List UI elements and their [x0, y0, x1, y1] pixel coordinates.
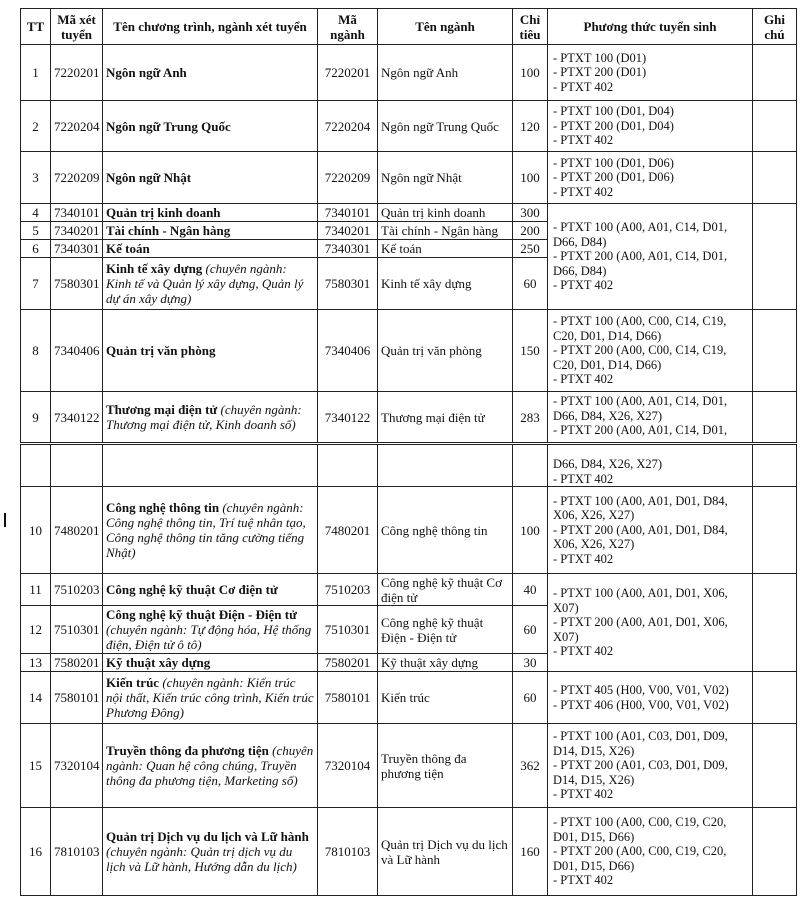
- note-cell: [753, 392, 797, 444]
- table-row: 7 7580301 Kinh tế xây dựng (chuyên ngành: Kinh tế và Quản lý xây dựng, Quản lý dự án xây dựng) 7580301 Kinh tế xây dựng 60: [21, 258, 797, 310]
- header-ma-xet-tuyen: Mã xét tuyển: [51, 9, 103, 45]
- header-phuong-thuc: Phương thức tuyển sinh: [548, 9, 753, 45]
- methods-cell: - PTXT 100 (D01, D04) - PTXT 200 (D01, D04) - PTXT 402: [548, 101, 753, 152]
- note-cell: [753, 101, 797, 152]
- admission-table-page: [20, 8, 796, 896]
- table-row: 13 7580201 Kỹ thuật xây dựng 7580201 Kỹ thuật xây dựng 30: [21, 654, 797, 672]
- table-row: 11 7510203 Công nghệ kỹ thuật Cơ điện tử 7510203 Công nghệ kỹ thuật Cơ điện tử 40 - PTXT 100 (A00, A01, D01, X06, X07) - PTXT 200 (A00, A01, D01, X06, X07) - PTXT 402: [21, 574, 797, 606]
- header-ghi-chu: Ghi chú: [753, 9, 797, 45]
- methods-cell: - PTXT 100 (D01) - PTXT 200 (D01) - PTXT 402: [548, 45, 753, 101]
- methods-cell: - PTXT 100 (A00, C00, C19, C20, D01, D15, D66) - PTXT 200 (A00, C00, C19, C20, D01, D15, D66) - PTXT 402: [548, 808, 753, 896]
- note-cell: [753, 45, 797, 101]
- table-row: 12 7510301 Công nghệ kỹ thuật Điện - Điện tử (chuyên ngành: Tự động hóa, Hệ thống điện, Điện tử ô tô) 7510301 Công nghệ kỹ thuật Điện - Điện tử 60: [21, 606, 797, 654]
- table-row: 6 7340301 Kế toán 7340301 Kế toán 250: [21, 240, 797, 258]
- table-row: 4 7340101 Quản trị kinh doanh 7340101 Quản trị kinh doanh 300 - PTXT 100 (A00, A01, C14, D01, D66, D84) - PTXT 200 (A00, A01, C14, D01, D66, D84) - PTXT 402: [21, 204, 797, 222]
- methods-cell: - PTXT 100 (A01, C03, D01, D09, D14, D15, X26) - PTXT 200 (A01, C03, D01, D09, D14, D15, X26) - PTXT 402: [548, 724, 753, 808]
- methods-cell: - PTXT 100 (A00, A01, C14, D01, D66, D84, X26, X27) - PTXT 200 (A00, A01, C14, D01,: [548, 392, 753, 444]
- header-row: [21, 9, 797, 45]
- table-row: 3 7220209 Ngôn ngữ Nhật 7220209 Ngôn ngữ Nhật 100 - PTXT 100 (D01, D06) - PTXT 200 (D01, D06) - PTXT 402: [21, 152, 797, 204]
- note-cell: [753, 724, 797, 808]
- note-cell: [753, 487, 797, 574]
- table-row: 10 7480201 Công nghệ thông tin (chuyên ngành: Công nghệ thông tin, Trí tuệ nhân tạo, Công nghệ thông tin tăng cường tiếng Nhật) 7480201 Công nghệ thông tin 100 - PTXT 100 (A00, A01, D01, D84, X06, X26, X27) - PTXT 200 (A00, A01, D01, D84, X06, X26, X27) - PTXT 402: [21, 487, 797, 574]
- table-row: 15 7320104 Truyền thông đa phương tiện (chuyên ngành: Quan hệ công chúng, Truyền thông đa phương tiện, Marketing số) 7320104 Truyền thông đa phương tiện 362 - PTXT 100 (A01, C03, D01, D09, D14, D15, X26) - PTXT 200 (A01, C03, D01, D09, D14, D15, X26) - PTXT 402: [21, 724, 797, 808]
- table-row: 1 7220201 Ngôn ngữ Anh 7220201 Ngôn ngữ Anh 100 - PTXT 100 (D01) - PTXT 200 (D01) - PTXT 402: [21, 45, 797, 101]
- table-row: 14 7580101 Kiến trúc (chuyên ngành: Kiến trúc nội thất, Kiến trúc công trình, Kiến trúc Phương Đông) 7580101 Kiến trúc 60 - PTXT 405 (H00, V00, V01, V02) - PTXT 406 (H00, V00, V01, V02): [21, 672, 797, 724]
- note-cell: [753, 204, 797, 310]
- table-row: 2 7220204 Ngôn ngữ Trung Quốc 7220204 Ngôn ngữ Trung Quốc 120 - PTXT 100 (D01, D04) - PTXT 200 (D01, D04) - PTXT 402: [21, 101, 797, 152]
- margin-mark: [4, 513, 6, 527]
- header-ten-nganh: Tên ngành: [378, 9, 513, 45]
- methods-cell: - PTXT 100 (D01, D06) - PTXT 200 (D01, D06) - PTXT 402: [548, 152, 753, 204]
- note-cell: [753, 152, 797, 204]
- header-ma-nganh: Mã ngành: [318, 9, 378, 45]
- methods-cell: - PTXT 100 (A00, A01, D01, D84, X06, X26, X27) - PTXT 200 (A00, A01, D01, D84, X06, X26, X27) - PTXT 402: [548, 487, 753, 574]
- table-row: 16 7810103 Quản trị Dịch vụ du lịch và Lữ hành (chuyên ngành: Quản trị dịch vụ du lịch và Lữ hành, Hướng dẫn du lịch) 7810103 Quản trị Dịch vụ du lịch và Lữ hành 160 - PTXT 100 (A00, C00, C19, C20, D01, D15, D66) - PTXT 200 (A00, C00, C19, C20, D01, D15, D66) - PTXT 402: [21, 808, 797, 896]
- table-row: 8 7340406 Quản trị văn phòng 7340406 Quản trị văn phòng 150 - PTXT 100 (A00, C00, C14, C19, C20, D01, D14, D66) - PTXT 200 (A00, C00, C14, C19, C20, D01, D14, D66) - PTXT 402: [21, 310, 797, 392]
- note-cell: [753, 310, 797, 392]
- table-row: 5 7340201 Tài chính - Ngân hàng 7340201 Tài chính - Ngân hàng 200: [21, 222, 797, 240]
- note-cell: [753, 574, 797, 672]
- note-cell: [753, 808, 797, 896]
- continuation-row: [21, 444, 797, 487]
- methods-cell: - PTXT 100 (A00, A01, D01, X06, X07) - PTXT 200 (A00, A01, D01, X06, X07) - PTXT 402: [548, 574, 753, 672]
- methods-cell: - PTXT 405 (H00, V00, V01, V02) - PTXT 406 (H00, V00, V01, V02): [548, 672, 753, 724]
- methods-cell: - PTXT 100 (A00, C00, C14, C19, C20, D01, D14, D66) - PTXT 200 (A00, C00, C14, C19, C20, D01, D14, D66) - PTXT 402: [548, 310, 753, 392]
- header-ten-chuong-trinh: Tên chương trình, ngành xét tuyển: [103, 9, 318, 45]
- header-chi-tieu: Chỉ tiêu: [513, 9, 548, 45]
- methods-cell: D66, D84, X26, X27) - PTXT 402: [548, 444, 753, 487]
- table-row: 9 7340122 Thương mại điện tử (chuyên ngành: Thương mại điện tử, Kinh doanh số) 7340122 Thương mại điện tử 283 - PTXT 100 (A00, A01, C14, D01, D66, D84, X26, X27) - PTXT 200 (A00, A01, C14, D01,: [21, 392, 797, 444]
- admission-table: [20, 8, 797, 896]
- note-cell: [753, 672, 797, 724]
- header-tt: TT: [21, 9, 51, 45]
- methods-cell: - PTXT 100 (A00, A01, C14, D01, D66, D84) - PTXT 200 (A00, A01, C14, D01, D66, D84) - PTXT 402: [548, 204, 753, 310]
